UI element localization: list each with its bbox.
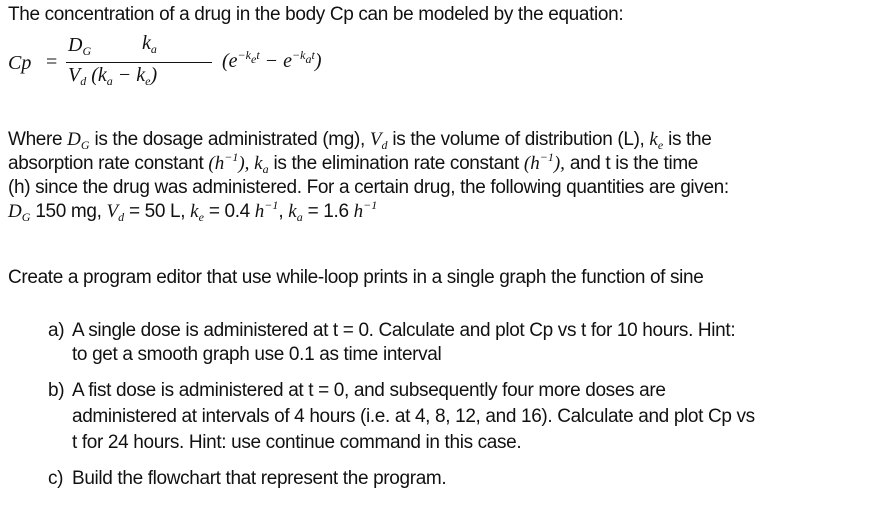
formula-denominator: $V_d$ $(k_a - k_e)$ (68, 64, 158, 88)
list-item-line: administered at intervals of 4 hours (i.e. at 4, 8, 12, and 16). Calculate and plot Cp vs (72, 406, 755, 427)
formula-lhs: Cp (8, 52, 32, 74)
paragraph-line-2: absorption rate constant $(h^{-1})$, $k_a$ is the elimination rate constant $(h^{-1})$, and t is the time (8, 150, 699, 176)
formula-equals: = (46, 51, 58, 73)
paragraph-line-1: Where $D_G$ is the dosage administrated (mg), $V_d$ is the volume of distribution (L), $k_e$ is the (8, 129, 712, 152)
task-text: Create a program editor that use while-loop prints in a single graph the function of sine (8, 267, 704, 288)
formula-exponential-term: $(e^{-k_et} - e^{-k_at})$ (222, 48, 322, 72)
list-item-line: t for 24 hours. Hint: use continue command in this case. (72, 432, 522, 453)
formula-numerator-ka: $k_a$ (142, 32, 157, 56)
paragraph-line-4: $D_G$ 150 mg, $V_d = 50$ L, $k_e = 0.4$ $h^{-1}$, $k_a = 1.6$ $h^{-1}$ (8, 198, 378, 224)
list-item-line: A fist dose is administered at t = 0, and subsequently four more doses are (72, 380, 666, 401)
concentration-formula (8, 34, 408, 96)
list-item-label: a) (48, 320, 65, 341)
list-item-line: to get a smooth graph use 0.1 as time interval (72, 344, 442, 365)
list-item-label: b) (48, 380, 65, 401)
intro-text: The concentration of a drug in the body Cp can be modeled by the equation: (8, 4, 624, 25)
list-item-line: Build the flowchart that represent the program. (72, 468, 447, 489)
list-item-line: A single dose is administered at t = 0. Calculate and plot Cp vs t for 10 hours. Hint: (72, 320, 736, 341)
paragraph-line-3: (h) since the drug was administered. For a certain drug, the following quantities are given: (8, 177, 729, 198)
list-item-label: c) (48, 468, 64, 489)
formula-numerator-dose: $D_G$ (68, 34, 92, 58)
